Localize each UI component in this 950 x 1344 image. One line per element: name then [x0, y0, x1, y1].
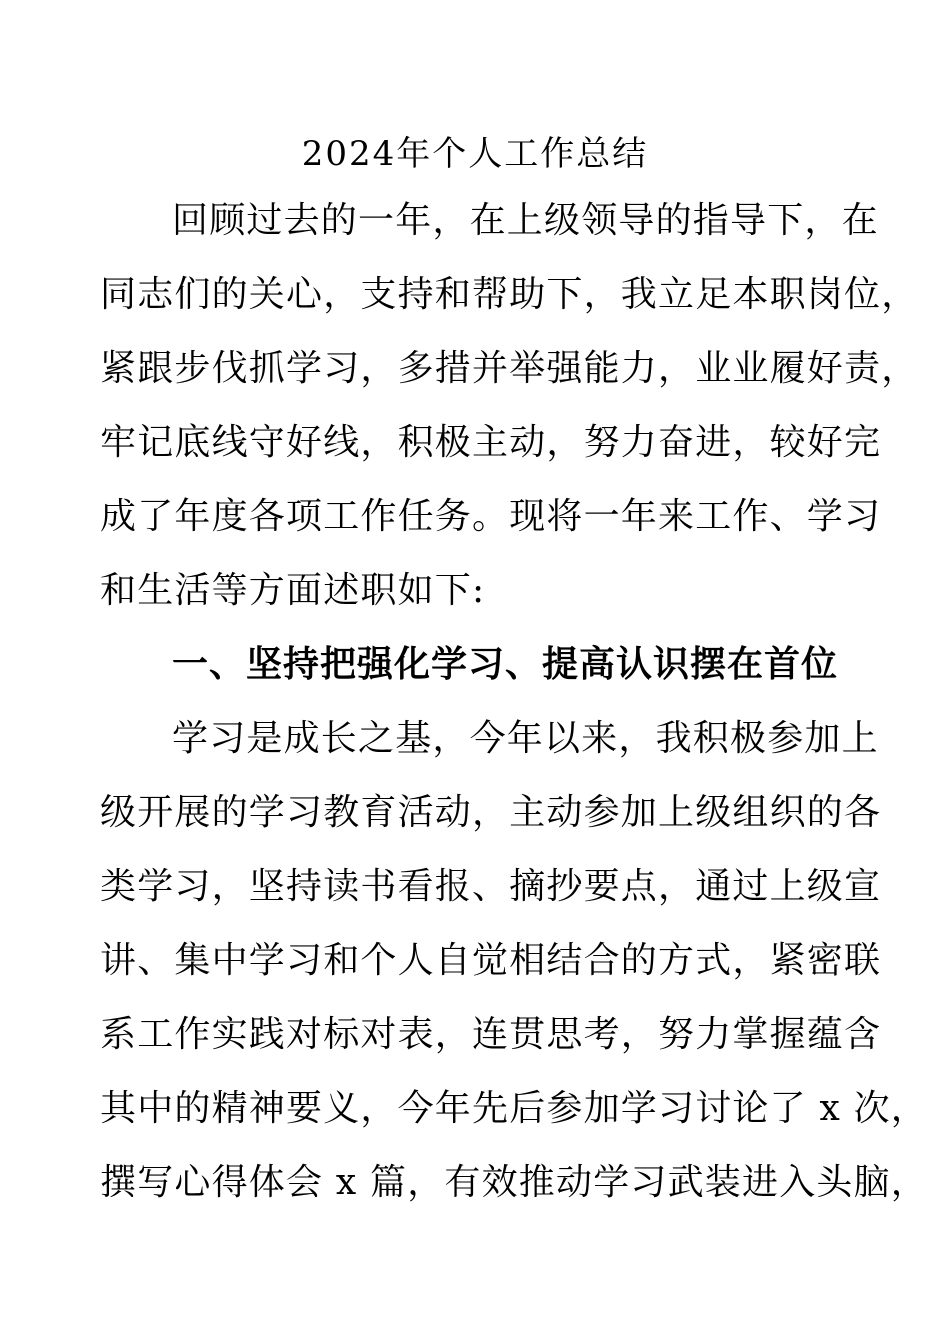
intro-line-6: 和生活等方面述职如下:	[100, 570, 486, 611]
section-1-heading: 一、坚持把强化学习、提高认识摆在首位	[172, 644, 839, 685]
document-title: 2024年个人工作总结	[301, 134, 649, 174]
section-1-line-7: 撰写心得体会 x 篇，有效推动学习武装进入头脑，	[100, 1162, 928, 1203]
section-1-line-5: 系工作实践对标对表，连贯思考，努力掌握蕴含	[100, 1014, 882, 1055]
section-1-line-2: 级开展的学习教育活动，主动参加上级组织的各	[100, 792, 882, 833]
intro-line-5: 成了年度各项工作任务。现将一年来工作、学习	[100, 496, 882, 537]
intro-line-2: 同志们的关心，支持和帮助下，我立足本职岗位，	[100, 274, 919, 315]
intro-line-1: 回顾过去的一年，在上级领导的指导下，在	[172, 200, 879, 241]
section-1-line-6: 其中的精神要义，今年先后参加学习讨论了 x 次，	[100, 1088, 928, 1129]
intro-line-3: 紧跟步伐抓学习，多措并举强能力，业业履好责，	[100, 348, 919, 389]
intro-line-4: 牢记底线守好线，积极主动，努力奋进，较好完	[100, 422, 882, 463]
section-1-line-1: 学习是成长之基，今年以来，我积极参加上	[172, 718, 879, 759]
section-1-line-4: 讲、集中学习和个人自觉相结合的方式，紧密联	[100, 940, 882, 981]
section-1-line-3: 类学习，坚持读书看报、摘抄要点，通过上级宣	[100, 866, 882, 907]
